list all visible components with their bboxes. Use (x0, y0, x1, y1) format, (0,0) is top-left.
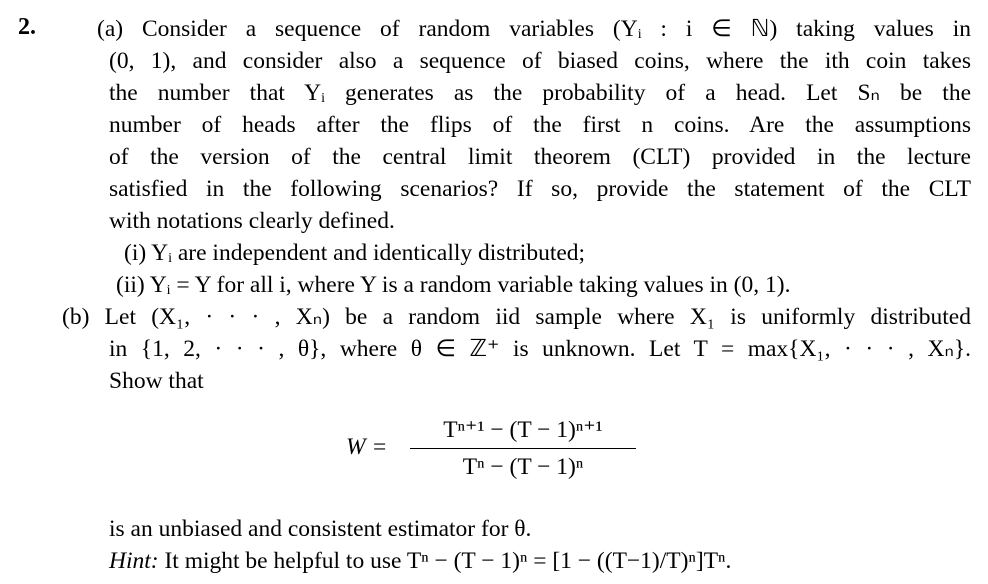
part-a-line-1: (a) Consider a sequence of random variables (Yᵢ : i ∈ ℕ) taking values in (97, 16, 971, 42)
part-a-line-4: number of heads after the flips of the first n coins. Are the assumptions (109, 112, 971, 138)
part-b-line-2: in {1, 2, · · · , θ}, where θ ∈ ℤ⁺ is unknown. Let T = max{X₁, · · · , Xₙ}. (109, 336, 971, 362)
problem-number: 2. (18, 14, 36, 40)
fraction-bar (410, 448, 636, 449)
part-a-line-6: satisfied in the following scenarios? If so, provide the statement of the CLT (109, 176, 971, 202)
equation-lhs: W = (346, 434, 388, 460)
equation-denominator: Tⁿ − (T − 1)ⁿ (462, 454, 584, 480)
hint-label: Hint: (109, 548, 159, 574)
part-a-line-5: of the version of the central limit theorem (CLT) provided in the lecture (109, 144, 971, 170)
equation-numerator: Tⁿ⁺¹ − (T − 1)ⁿ⁺¹ (443, 417, 603, 443)
part-a-line-3: the number that Yᵢ generates as the probability of a head. Let Sₙ be the (109, 80, 971, 106)
part-b-conclusion: is an unbiased and consistent estimator for θ. (109, 516, 532, 542)
part-a-line-2: (0, 1), and consider also a sequence of biased coins, where the ith coin takes (109, 48, 971, 74)
part-b-hint (109, 545, 731, 577)
part-a-item-ii: (ii) Yᵢ = Y for all i, where Y is a random variable taking values in (0, 1). (116, 272, 791, 298)
part-a-item-i: (i) Yᵢ are independent and identically distributed; (124, 240, 586, 266)
part-b-line-1: (b) Let (X₁, · · · , Xₙ) be a random iid sample where X₁ is uniformly distributed (62, 304, 971, 330)
equation-fraction (410, 414, 636, 483)
hint-text: It might be helpful to use Tⁿ − (T − 1)ⁿ = [1 − ((T−1)/T)ⁿ]Tⁿ. (164, 548, 732, 574)
part-b-line-3: Show that (109, 368, 204, 394)
estimator-equation (346, 414, 646, 484)
part-a-line-7: with notations clearly defined. (109, 208, 395, 234)
